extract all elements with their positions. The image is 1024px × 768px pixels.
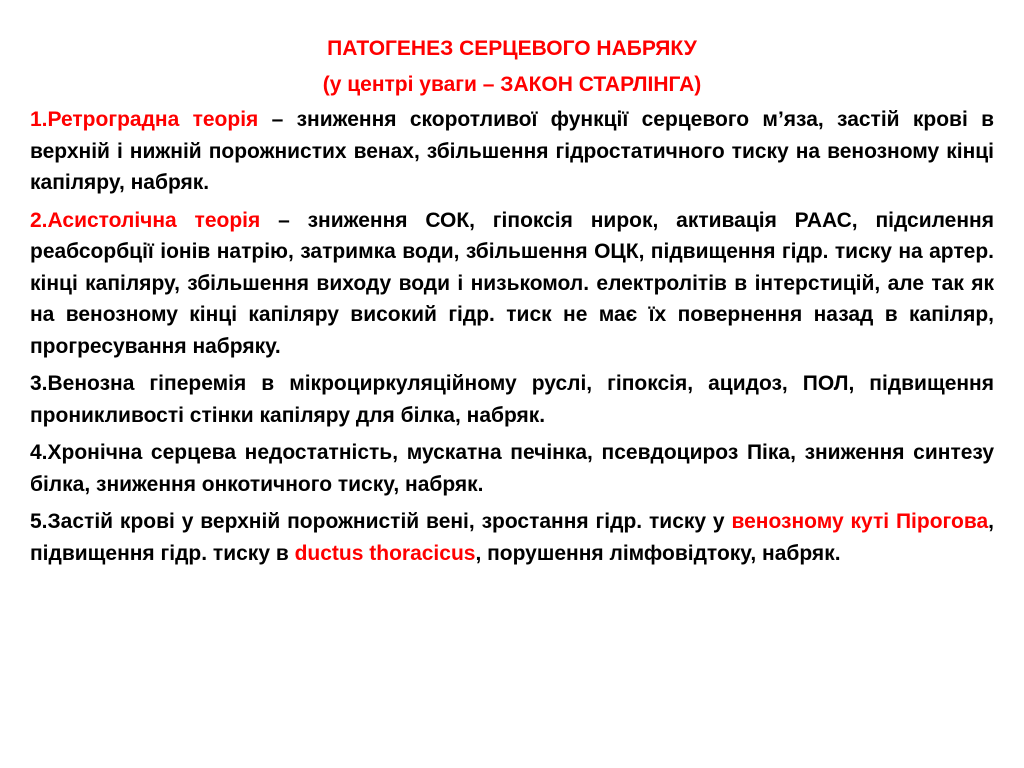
venous-hyperemia-text: 3.Венозна гіперемія в мікроциркуляційному руслі, гіпоксія, ацидоз, ПОЛ, підвищення проникливості стінки капіляру для білка, набряк.	[30, 372, 994, 427]
list-item-venous-hyperemia	[30, 368, 994, 431]
slide-subtitle: (у центрі уваги – ЗАКОН СТАРЛІНГА)	[322, 73, 702, 96]
ductus-thoracicus-highlight: ductus thoracicus	[294, 541, 476, 565]
asystolic-theory-text: – зниження СОК, гіпоксія нирок, активація РААС, підсилення реабсорбції іонів натрію, затримка води, збільшення ОЦК, підвищення гідр. тиску на артер. кінці капіляру, збільшення виходу води і низькомол. електролітів в інтерстицій, але так як на венозному кінці капіляру високий гідр. тиск не має їх повернення назад в капіляр, прогресування набряку.	[30, 208, 994, 358]
list-item-vena-cava-stasis	[30, 506, 994, 569]
vena-cava-stasis-text-b: , підвищення гідр. тиску в	[30, 510, 994, 565]
vena-cava-stasis-text-a: 5.Застій крові у верхній порожнистій вені, зростання гідр. тиску у	[30, 510, 732, 533]
list-item-retrograde-theory	[30, 104, 994, 199]
retrograde-theory-label: 1.Ретроградна теорія	[30, 108, 259, 131]
list-item-heart-failure	[30, 437, 994, 500]
pirogov-angle-highlight: венозному куті Пірогова	[731, 510, 989, 533]
slide-content	[30, 34, 994, 569]
list-item-asystolic-theory	[30, 205, 994, 363]
heart-failure-text: 4.Хронічна серцева недостатність, мускатна печінка, псевдоцироз Піка, зниження синтезу білка, зниження онкотичного тиску, набряк.	[30, 441, 994, 496]
retrograde-theory-text: – зниження скоротливої функції серцевого м’яза, застій крові в верхній і нижній порожнистих венах, збільшення гідростатичного тиску на венозному кінці капіляру, набряк.	[30, 108, 995, 194]
vena-cava-stasis-text-c: , порушення лімфовідтоку, набряк.	[475, 541, 841, 565]
slide-title: ПАТОГЕНЕЗ СЕРЦЕВОГО НАБРЯКУ	[327, 37, 697, 60]
asystolic-theory-label: 2.Асистолічна теорія	[30, 208, 261, 232]
